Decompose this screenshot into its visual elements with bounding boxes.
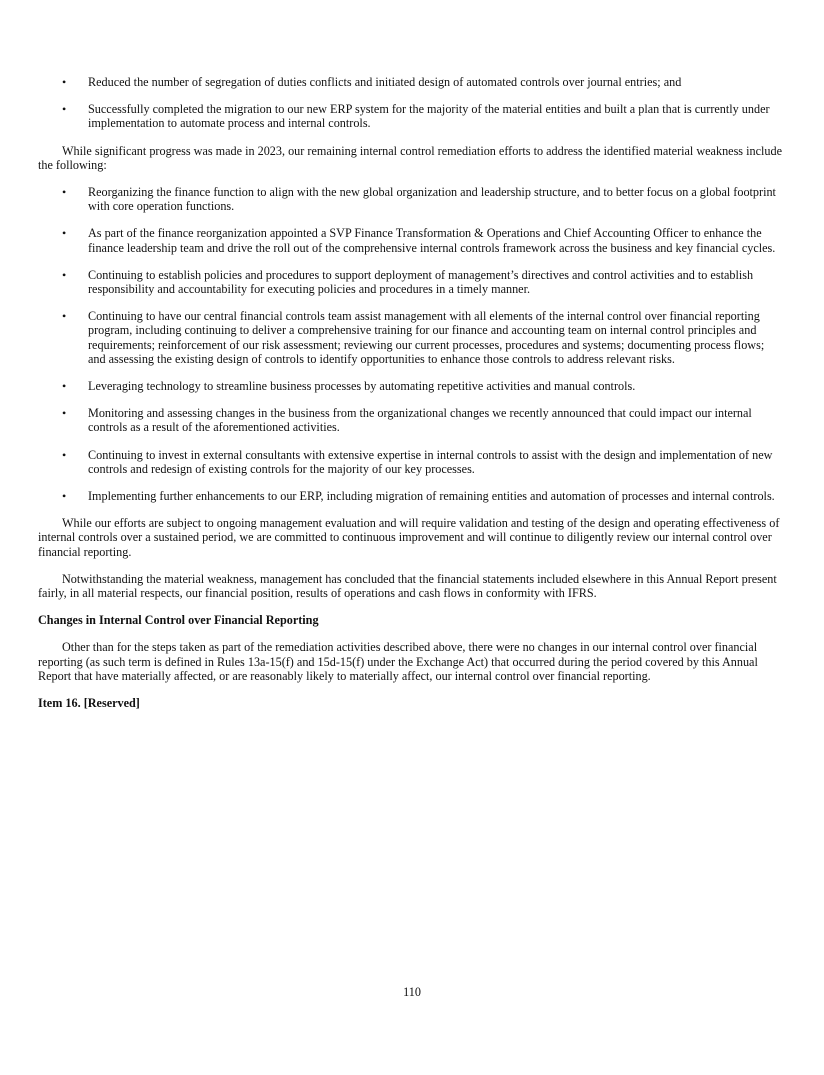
list-item: • Leveraging technology to streamline business processes by automating repetitive activities and manual controls. — [62, 379, 636, 394]
list-item: • Reorganizing the finance function to align with the new global organization and leadership structure, and to better focus on a global footprint with core operation functions. — [62, 185, 776, 214]
changes-paragraph: Other than for the steps taken as part of the remediation activities described above, there were no changes in our internal control over financial reporting (as such term is defined in Rules 13a-15(f) and 15d-15(f) under the Exchange Act) that occurred during the period covered by this Annual Report that have materially affected, or are reasonably likely to materially affect, our internal control over financial reporting. — [38, 640, 758, 683]
page-number: 110 — [403, 985, 421, 999]
bullet-icon: • — [62, 379, 67, 394]
completed-actions-list — [38, 75, 784, 131]
list-item: • Implementing further enhancements to our ERP, including migration of remaining entities and automation of processes and internal controls. — [62, 489, 775, 504]
list-item: • Continuing to invest in external consultants with extensive expertise in internal controls to assist with the design and implementation of new controls and redesign of existing controls for the majority of our key processes. — [62, 447, 773, 476]
bullet-icon: • — [62, 309, 67, 324]
bullet-icon: • — [62, 185, 67, 200]
bullet-icon: • — [62, 406, 67, 421]
bullet-icon: • — [62, 489, 67, 504]
progress-paragraph: While significant progress was made in 2023, our remaining internal control remediation efforts to address the identified material weakness include the following: — [38, 143, 782, 172]
bullet-icon: • — [62, 226, 67, 241]
list-item: • Continuing to establish policies and procedures to support deployment of management’s directives and control activities and to establish responsibility and accountability for executing policies and procedures in a timely manner. — [62, 267, 754, 297]
list-item: • Successfully completed the migration to our new ERP system for the majority of the material entities and built a plan that is currently under implementation to automate process and internal controls. — [62, 102, 770, 131]
list-item: • Monitoring and assessing changes in the business from the organizational changes we recently announced that could impact our internal controls as a result of the aforementioned activities. — [62, 406, 752, 435]
bullet-icon: • — [62, 447, 67, 462]
bullet-icon: • — [62, 102, 67, 117]
item16-heading: Item 16. [Reserved] — [38, 696, 140, 711]
bullet-icon: • — [62, 267, 67, 282]
bullet-icon: • — [62, 75, 67, 89]
efforts-paragraph: While our efforts are subject to ongoing management evaluation and will require validation and testing of the design and operating effectiveness of internal controls over a sustained period, we are committed to continuous improvement and will continue to diligently review our internal control over financial reporting. — [38, 516, 780, 559]
list-item: • Reduced the number of segregation of duties conflicts and initiated design of automated controls over journal entries; and — [62, 75, 682, 89]
list-item: • As part of the finance reorganization appointed a SVP Finance Transformation & Operations and Chief Accounting Officer to enhance the finance leadership team and drive the roll out of the comprehensive internal controls framework across the business and key financial cycles. — [62, 226, 776, 255]
list-item: • Continuing to have our central financial controls team assist management with all elements of the internal control over financial reporting program, including continuing to deliver a comprehensive training for our finance and accounting team on internal control principles and requirements; reinforcement of our risk assessment; reviewing our current processes, procedures and systems; documenting process flows; and assessing the existing design of controls to identify opportunities to enhance those controls to address relevant risks. — [62, 309, 765, 366]
remaining-efforts-list — [38, 185, 784, 503]
changes-heading: Changes in Internal Control over Financial Reporting — [38, 613, 319, 628]
notwithstanding-paragraph: Notwithstanding the material weakness, management has concluded that the financial statements included elsewhere in this Annual Report present fairly, in all material respects, our financial position, results of operations and cash flows in conformity with IFRS. — [38, 571, 777, 601]
